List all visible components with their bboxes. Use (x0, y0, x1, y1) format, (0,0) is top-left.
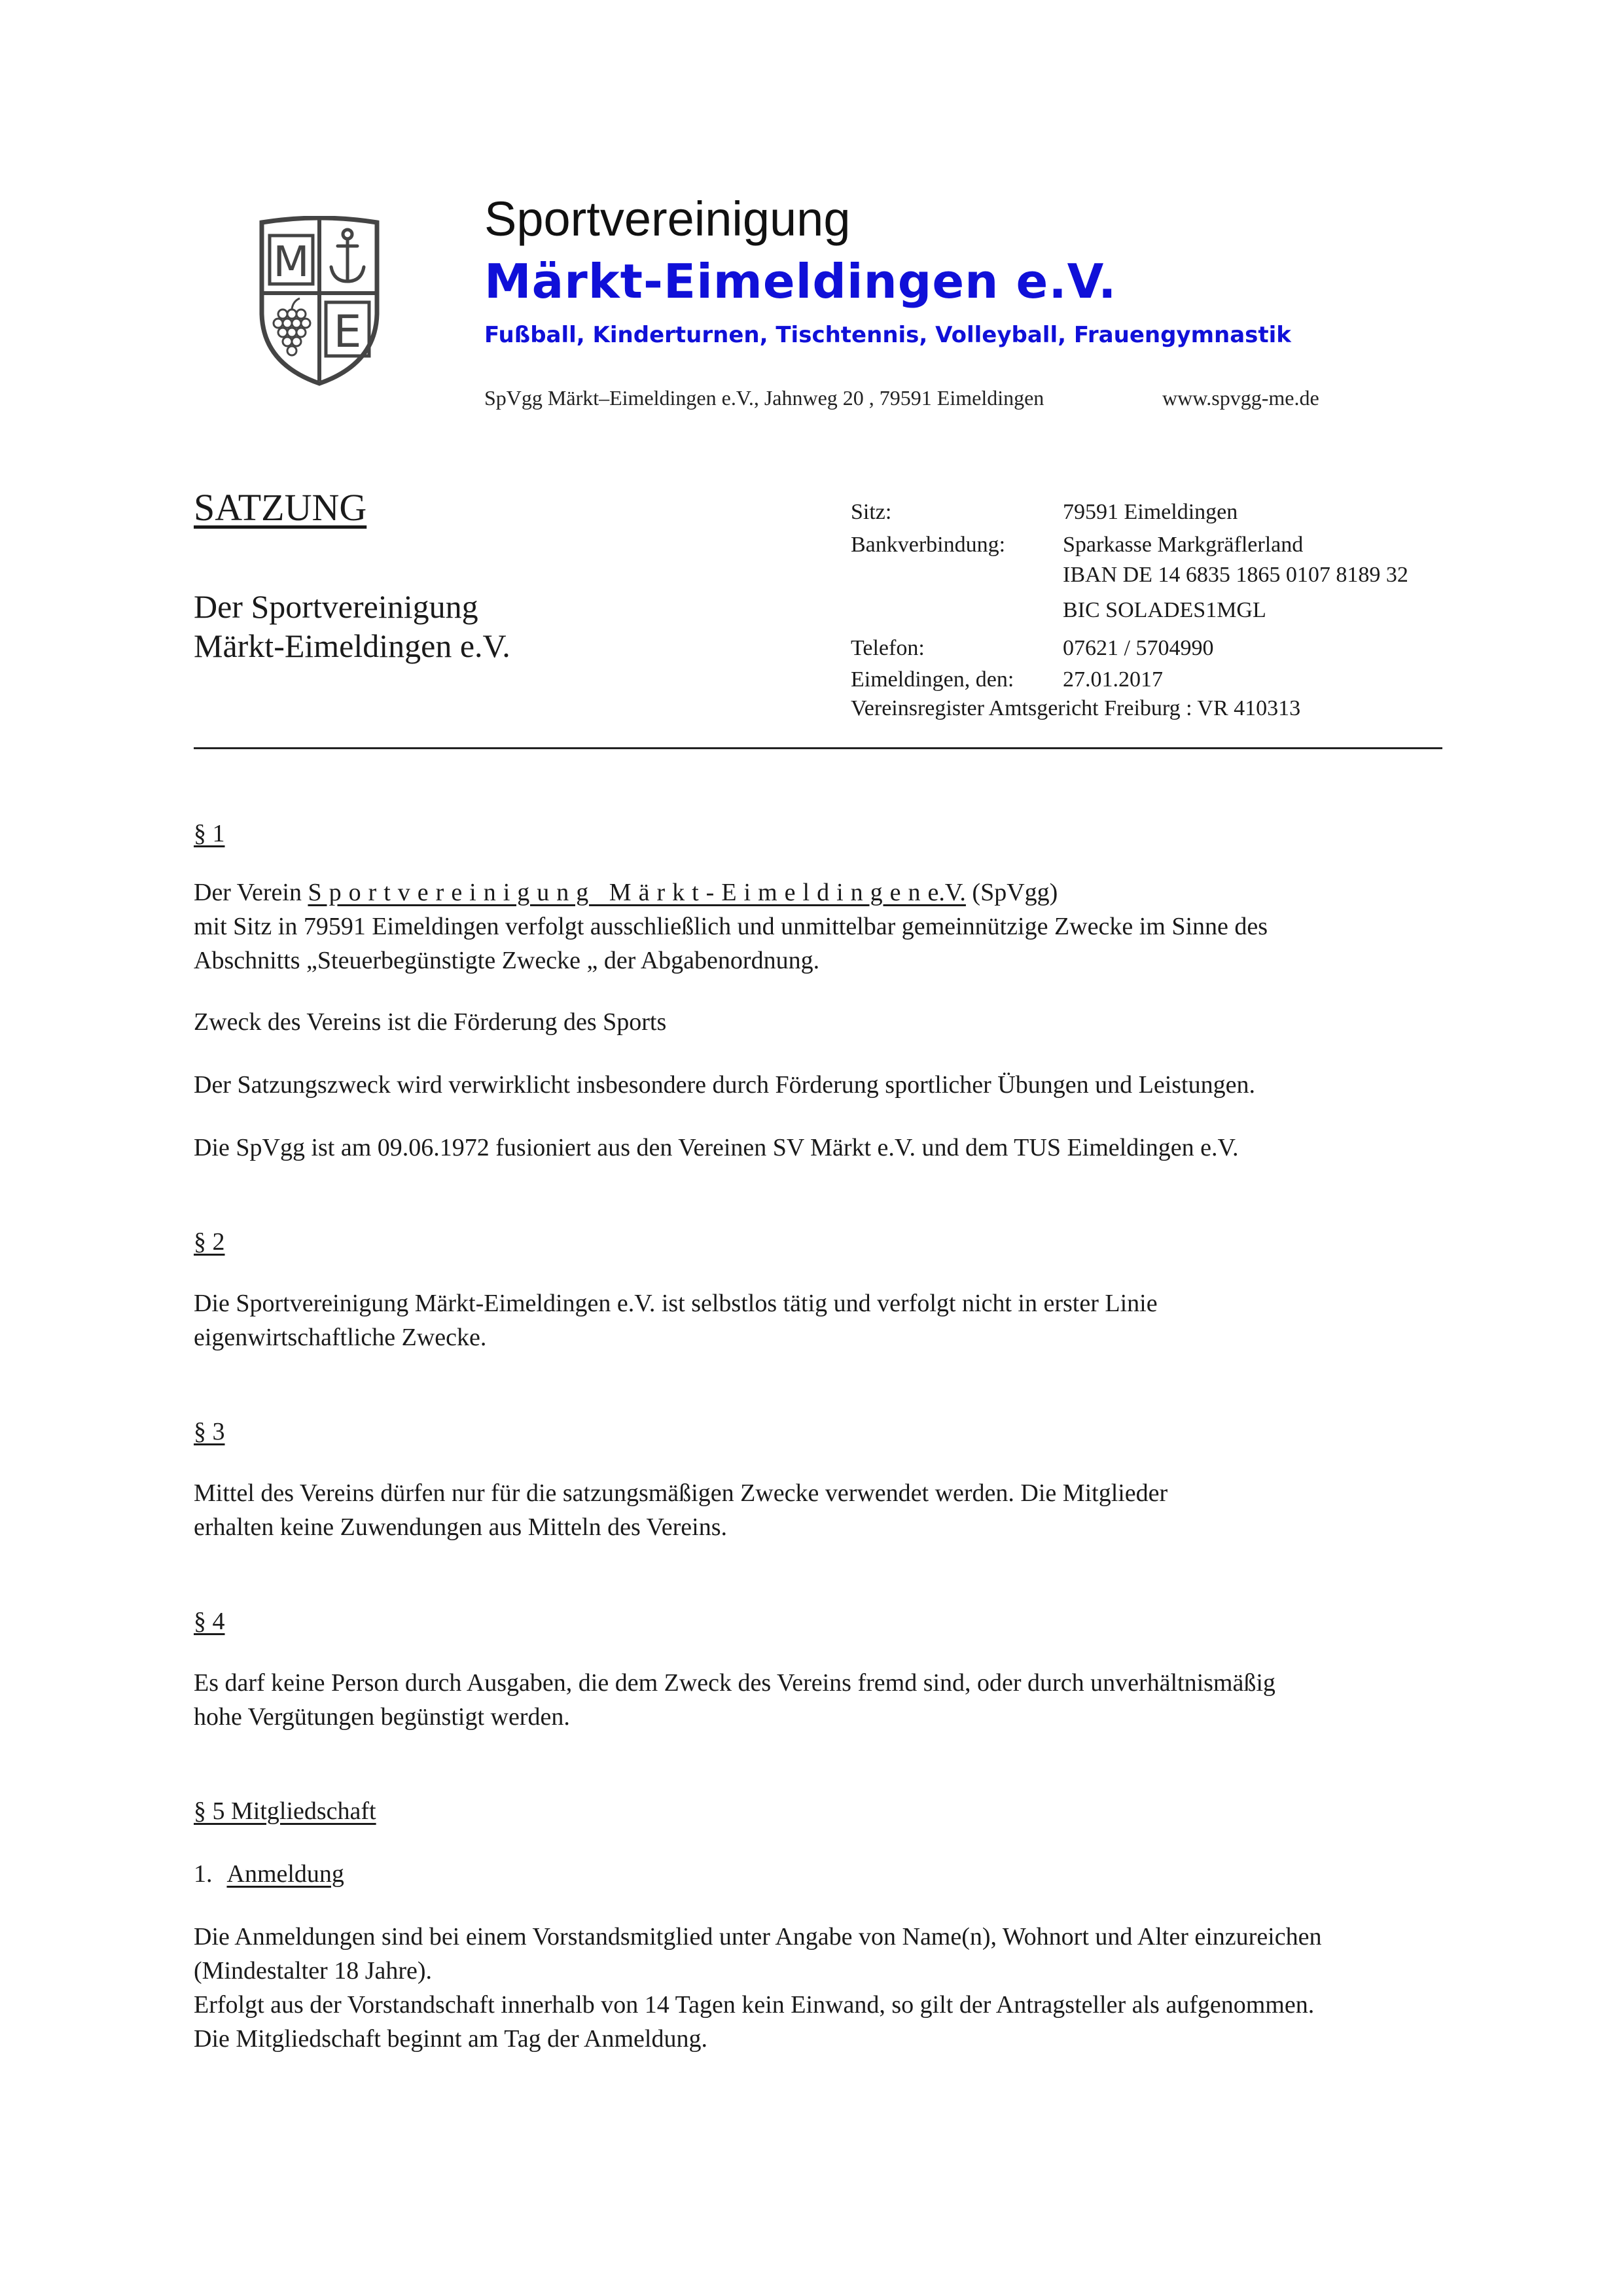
club-name-line2: Märkt-Eimeldingen e.V. (484, 254, 1117, 309)
section-2-line2: eigenwirtschaftliche Zwecke. (194, 1324, 487, 1351)
bank-value: Sparkasse Markgräflerland (1063, 533, 1304, 557)
sitz-label: Sitz: (851, 500, 892, 524)
bank-label: Bankverbindung: (851, 533, 1006, 557)
section-1-line1-suffix: (SpVgg) (965, 879, 1058, 906)
club-name-spaced: Sportvereinigung Märkt-Eimeldingen (308, 879, 928, 906)
club-website: www.spvgg-me.de (1162, 386, 1319, 410)
telefon-label: Telefon: (851, 636, 925, 660)
section-5-item-1 (194, 1860, 344, 1888)
section-1-heading: § 1 (194, 820, 225, 847)
club-name-ev: e.V. (927, 879, 966, 906)
section-3-heading: § 3 (194, 1418, 225, 1445)
club-crest-icon (254, 216, 385, 387)
section-5-line1: Die Anmeldungen sind bei einem Vorstandsmitglied unter Angabe von Name(n), Wohnort und Alter einzureichen (194, 1923, 1322, 1951)
section-3-line1: Mittel des Vereins dürfen nur für die satzungsmäßigen Zwecke verwendet werden. Die Mitglieder (194, 1479, 1168, 1507)
section-1-line2: mit Sitz in 79591 Eimeldingen verfolgt ausschließlich und unmittelbar gemeinnützige Zwecke im Sinne des (194, 913, 1268, 940)
document-title: SATZUNG (194, 486, 367, 529)
section-2-heading: § 2 (194, 1228, 225, 1256)
club-name-line1: Sportvereinigung (484, 192, 851, 246)
svg-text:E: E (333, 306, 362, 358)
section-5-line3: Erfolgt aus der Vorstandschaft innerhalb von 14 Tagen kein Einwand, so gilt der Antragsteller als aufgenommen. (194, 1991, 1315, 2019)
section-1-line1-prefix: Der Verein (194, 879, 308, 906)
section-1-line3: Abschnitts „Steuerbegünstigte Zwecke „ der Abgabenordnung. (194, 947, 820, 974)
club-sports: Fußball, Kinderturnen, Tischtennis, Volleyball, Frauengymnastik (484, 322, 1291, 348)
section-1-paragraph2: Zweck des Vereins ist die Förderung des Sports (194, 1008, 667, 1036)
telefon-value: 07621 / 5704990 (1063, 636, 1214, 660)
section-5-line4: Die Mitgliedschaft beginnt am Tag der Anmeldung. (194, 2025, 707, 2053)
section-3-line2: erhalten keine Zuwendungen aus Mitteln des Vereins. (194, 1513, 728, 1541)
bic-value: BIC SOLADES1MGL (1063, 598, 1266, 622)
section-1-paragraph3: Der Satzungszweck wird verwirklicht insbesondere durch Förderung sportlicher Übungen und Leistungen. (194, 1071, 1255, 1099)
sitz-value: 79591 Eimeldingen (1063, 500, 1238, 524)
section-2-line1: Die Sportvereinigung Märkt-Eimeldingen e.V. ist selbstlos tätig und verfolgt nicht in erster Linie (194, 1290, 1158, 1317)
section-1-line1 (194, 878, 1058, 907)
iban-value: IBAN DE 14 6835 1865 0107 8189 32 (1063, 563, 1408, 587)
club-address: SpVgg Märkt–Eimeldingen e.V., Jahnweg 20 , 79591 Eimeldingen (484, 386, 1044, 410)
date-label: Eimeldingen, den: (851, 667, 1014, 692)
item-title: Anmeldung (226, 1860, 344, 1888)
header-divider (194, 747, 1442, 749)
item-number: 1. (194, 1860, 213, 1888)
document-subtitle-line2: Märkt-Eimeldingen e.V. (194, 627, 510, 664)
section-4-line2: hohe Vergütungen begünstigt werden. (194, 1703, 570, 1731)
register-info: Vereinsregister Amtsgericht Freiburg : VR 410313 (851, 696, 1301, 720)
date-value: 27.01.2017 (1063, 667, 1163, 692)
svg-text:M: M (273, 238, 310, 287)
document-subtitle-line1: Der Sportvereinigung (194, 588, 478, 625)
section-4-line1: Es darf keine Person durch Ausgaben, die dem Zweck des Vereins fremd sind, oder durch unverhältnismäßig (194, 1669, 1275, 1697)
section-5-heading: § 5 Mitgliedschaft (194, 1797, 376, 1825)
section-1-paragraph4: Die SpVgg ist am 09.06.1972 fusioniert aus den Vereinen SV Märkt e.V. und dem TUS Eimeldingen e.V. (194, 1134, 1239, 1161)
section-5-line2: (Mindestalter 18 Jahre). (194, 1957, 433, 1985)
section-4-heading: § 4 (194, 1608, 225, 1635)
